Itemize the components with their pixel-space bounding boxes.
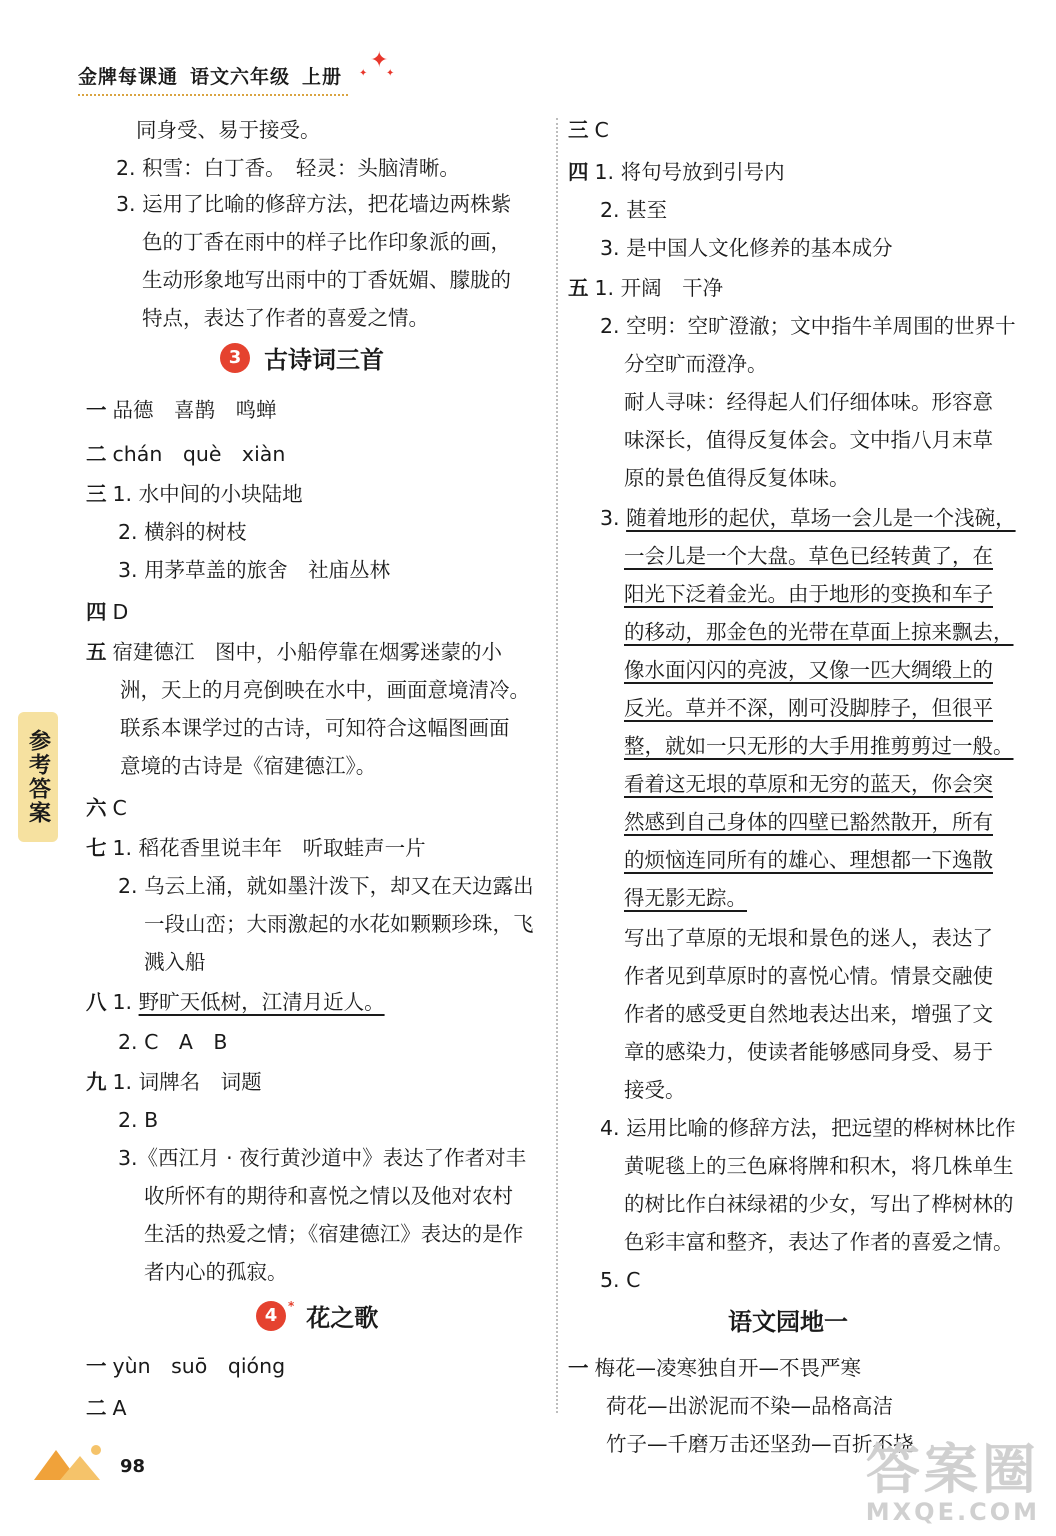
answer-line: 2. B — [118, 1108, 159, 1132]
answer-line: 作者的感受更自然地表达出来，增强了文 — [624, 1002, 993, 1026]
answer-line: 3.《西江月 · 夜行黄沙道中》表达了作者对丰 — [118, 1146, 527, 1170]
answer-line: 耐人寻味：经得起人们仔细体味。形容意 — [624, 390, 993, 414]
answer-line: 荷花—出淤泥而不染—品格高洁 — [606, 1394, 893, 1418]
answer-line: 2. 空明：空旷澄澈；文中指牛羊周围的世界十 — [600, 314, 1016, 338]
answer-line: 色的丁香在雨中的样子比作印象派的画， — [142, 230, 511, 254]
answer-line: 的树比作白袜绿裙的少女，写出了桦树林的 — [624, 1192, 1014, 1216]
answer-line: 3. 运用了比喻的修辞方法，把花墙边两株紫 — [116, 192, 512, 216]
answer-line: 黄呢毯上的三色麻将牌和积木，将几株单生 — [624, 1154, 1014, 1178]
column-divider — [556, 118, 558, 1413]
answer-line: 一 yùn suō qióng — [86, 1354, 286, 1378]
answer-line: 3. 随着地形的起伏，草场一会儿是一个浅碗， — [600, 506, 1016, 530]
answer-line: 五 1. 开阔 干净 — [568, 276, 724, 300]
answer-line: 三 1. 水中间的小块陆地 — [86, 482, 303, 506]
section-title-lesson3 — [220, 340, 384, 380]
answer-line: 生活的热爱之情；《宿建德江》表达的是作 — [144, 1222, 524, 1246]
star-icon: * — [288, 1299, 295, 1313]
underlined-answer: 阳光下泛着金光。由于地形的变换和车子 — [624, 582, 993, 606]
answer-line: 溅入船 — [144, 950, 206, 974]
answer-line: 作者见到草原时的喜悦心情。情景交融使 — [624, 964, 993, 988]
answer-line: 2. 积雪：白丁香。 轻灵：头脑清晰。 — [116, 156, 460, 180]
answer-line: 色彩丰富和整齐，表达了作者的喜爱之情。 — [624, 1230, 1014, 1254]
answer-line: 八 1. 野旷天低树，江清月近人。 — [86, 990, 385, 1014]
answer-line: 二 A — [86, 1396, 127, 1420]
answer-line: 一段山峦；大雨激起的水花如颗颗珍珠，飞 — [144, 912, 534, 936]
answer-line: 分空旷而澄净。 — [624, 352, 768, 376]
answer-line: 原的景色值得反复体味。 — [624, 466, 850, 490]
answer-line: 3. 是中国人文化修养的基本成分 — [600, 236, 893, 260]
page-header — [78, 48, 395, 96]
underlined-answer: 的移动，那金色的光带在草面上掠来飘去， — [624, 620, 1014, 644]
answer-line: 三 C — [568, 118, 609, 142]
sparkle-icon: ✦ — [370, 48, 389, 73]
answer-line: 味深长，值得反复体会。文中指八月末草 — [624, 428, 993, 452]
answer-line: 2. C A B — [118, 1030, 228, 1054]
answer-line: 收所怀有的期待和喜悦之情以及他对农村 — [144, 1184, 513, 1208]
answer-line: 4. 运用比喻的修辞方法，把远望的桦树林比作 — [600, 1116, 1016, 1140]
answer-line: 竹子—千磨万击还坚劲—百折不挠 — [606, 1432, 914, 1456]
answer-line: 四 1. 将句号放到引号内 — [568, 160, 785, 184]
side-tab-answers: 参考答案 — [18, 712, 58, 842]
underlined-answer: 整，就如一只无形的大手用推剪剪过一般。 — [624, 734, 1014, 758]
answer-line: 3. 用茅草盖的旅舍 社庙丛林 — [118, 558, 391, 582]
watermark-main: 答案圈 — [865, 1438, 1040, 1501]
answer-line: 七 1. 稻花香里说丰年 听取蛙声一片 — [86, 836, 426, 860]
answer-line: 意境的古诗是《宿建德江》。 — [120, 754, 377, 778]
lesson-title: 古诗词三首 — [264, 346, 384, 374]
mountain-icon — [34, 1440, 114, 1484]
header-series: 金牌每课通 — [78, 66, 179, 88]
answer-line: 一 梅花—凌寒独自开—不畏严寒 — [568, 1356, 861, 1380]
sparkle-small-icon: ✦ — [386, 68, 395, 79]
answer-line: 四 D — [86, 600, 129, 624]
answer-line: 2. 甚至 — [600, 198, 668, 222]
answer-line: 者内心的孤寂。 — [144, 1260, 288, 1284]
answer-line: 2. 乌云上涌，就如墨汁泼下，却又在天边露出 — [118, 874, 534, 898]
underlined-answer: 看着这无垠的草原和无穷的蓝天，你会突 — [624, 772, 993, 796]
underlined-answer: 野旷天低树，江清月近人。 — [138, 990, 385, 1014]
lesson-number-badge: 4 — [256, 1301, 286, 1331]
underlined-answer: 反光。草并不深，刚可没脚脖子，但很平 — [624, 696, 993, 720]
answer-line: 九 1. 词牌名 词题 — [86, 1070, 262, 1094]
answer-line: 章的感染力，使读者能够感同身受、易于 — [624, 1040, 993, 1064]
answer-line: 同身受、易于接受。 — [136, 118, 321, 142]
header-title — [78, 62, 354, 89]
underlined-answer: 的烦恼连同所有的雄心、理想都一下逸散 — [624, 848, 993, 872]
watermark-sub: MXQE.COM — [865, 1498, 1040, 1526]
underlined-answer: 一会儿是一个大盘。草色已经转黄了，在 — [624, 544, 993, 568]
sparkle-small-icon: ✦ — [359, 68, 368, 79]
answer-line: 六 C — [86, 796, 127, 820]
answer-line: 洲，天上的月亮倒映在水中，画面意境清冷。 — [120, 678, 530, 702]
section-title-garden: 语文园地一 — [728, 1308, 848, 1336]
answer-line: 五 宿建德江 图中，小船停靠在烟雾迷蒙的小 — [86, 640, 502, 664]
page-number: 98 — [120, 1456, 146, 1477]
answer-line: 接受。 — [624, 1078, 686, 1102]
answer-line: 5. C — [600, 1268, 641, 1292]
lesson-number-badge: 3 — [220, 343, 250, 373]
underlined-answer: 像水面闪闪的亮波，又像一匹大绸缎上的 — [624, 658, 993, 682]
underlined-answer: 得无影无踪。 — [624, 886, 747, 910]
answer-line: 特点，表达了作者的喜爱之情。 — [142, 306, 429, 330]
section-title-lesson4 — [256, 1298, 378, 1342]
header-dotted-line — [78, 94, 348, 96]
answer-line: 联系本课学过的古诗，可知符合这幅图画面 — [120, 716, 510, 740]
header-volume: 上册 — [302, 66, 343, 88]
underlined-answer: 然感到自己身体的四壁已豁然散开，所有 — [624, 810, 993, 834]
lesson-title: 花之歌 — [306, 1304, 379, 1332]
header-subject: 语文六年级 — [190, 66, 291, 88]
answer-line: 生动形象地写出雨中的丁香妩媚、朦胧的 — [142, 268, 511, 292]
watermark — [865, 1438, 1040, 1526]
answer-line: 2. 横斜的树枝 — [118, 520, 247, 544]
answer-line: 写出了草原的无垠和景色的迷人，表达了 — [624, 926, 993, 950]
answer-line: 二 chán què xiàn — [86, 442, 286, 466]
answer-line: 一 品德 喜鹊 鸣蝉 — [86, 398, 277, 422]
